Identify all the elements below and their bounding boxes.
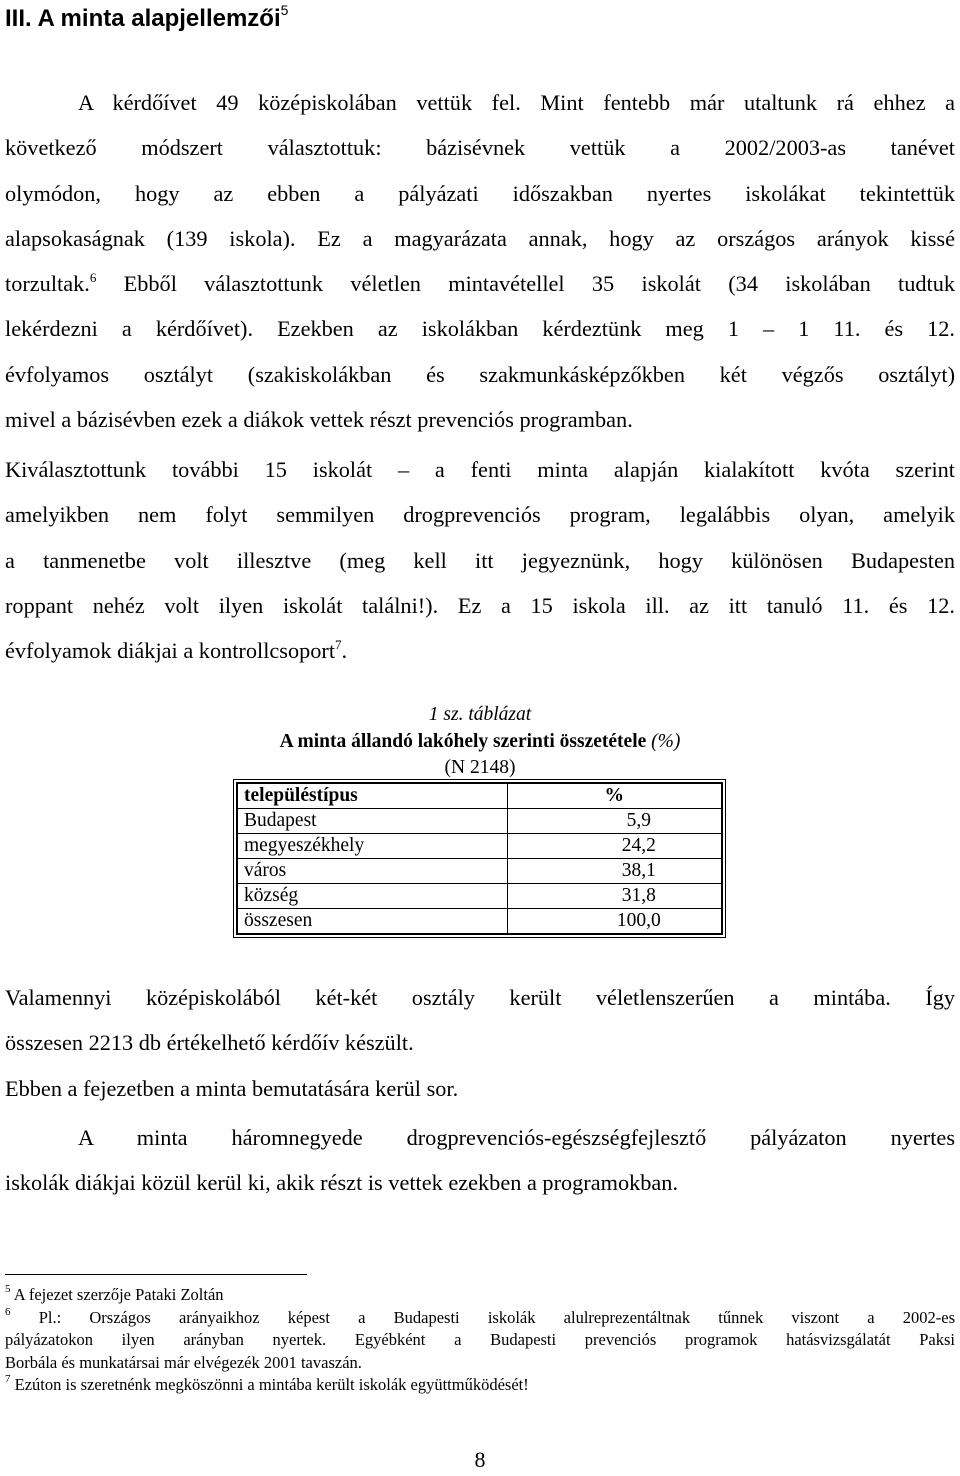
settlement-type-cell: Budapest [237, 809, 507, 834]
paragraph-2-line: a tanmenetbe volt illesztve (meg kell itt jegyeznünk, hogy különösen Budapesten [5, 547, 955, 573]
paragraph-4-line: A minta háromnegyede drogprevenciós-egészségfejlesztő pályázaton nyertes [78, 1125, 955, 1150]
footnote-ref-7[interactable]: 7 [335, 637, 342, 653]
paragraph-1-line: következő módszert választottuk: bázisévnek vettük a 2002/2003-as tanévet [5, 135, 955, 161]
paragraph-2-line: roppant nehéz volt ilyen iskolát találni!). Ez a 15 iskola ill. az itt tanuló 11. és 12. [5, 592, 955, 618]
paragraph-2-line-with-note [5, 628, 955, 673]
paragraph-4-line: iskolák diákjai közül kerül ki, akik részt is vettek ezekben a programokban. [5, 1170, 679, 1196]
footnote-text: A fejezet szerzője Pataki Zoltán [13, 1285, 224, 1304]
table-title: A minta állandó lakóhely szerinti összetétele [279, 731, 647, 752]
settlement-type-cell: összesen [237, 909, 507, 935]
footnote-number: 5 [5, 1283, 11, 1295]
footnote-number: 7 [5, 1373, 11, 1386]
percent-cell: 24,2 [507, 834, 722, 859]
settlement-type-table [236, 782, 723, 935]
percent-cell: 38,1 [507, 859, 722, 884]
table-row-total [237, 909, 722, 935]
paragraph-1-line: A kérdőívet 49 középiskolában vettük fel. Mint fentebb már utaltunk rá ehhez a [78, 90, 955, 115]
table-row [237, 834, 722, 859]
table-row [237, 884, 722, 909]
table-sample-size: (N 2148) [444, 757, 516, 778]
footnote-5 [5, 1284, 955, 1307]
footnote-ref-6[interactable]: 6 [89, 270, 97, 286]
table-header-row [237, 783, 722, 809]
footnotes [5, 1284, 955, 1397]
paragraph-2-line-text: évfolyamok diákjai a kontrollcsoport [5, 638, 336, 664]
paragraph-1-line: évfolyamos osztályt (szakiskolákban és szakmunkásképzőkben két végzős osztályt) [5, 361, 955, 387]
footnote-6-continued: pályázatokon ilyen arányban nyertek. Egyébként a Budapesti prevenciós programok hatásvizsgálatát Paksi [5, 1330, 955, 1350]
footnote-separator [5, 1274, 307, 1275]
footnote-text: Pl.: Országos arányaikhoz képest a Budapesti iskolák alulreprezentáltnak tűnnek viszont a 2002-es [38, 1307, 956, 1327]
footnote-ref-5[interactable]: 5 [280, 2, 289, 18]
paragraph-1-line-rest: Ebből választottunk véletlen mintavétellel 35 iskolát (34 iskolában tudtuk [123, 271, 955, 297]
table-unit: (%) [651, 731, 681, 752]
paragraph-1-line: mivel a bázisévben ezek a diákok vettek részt prevenciós programban. [5, 407, 633, 433]
paragraph-1-line-with-note [5, 261, 955, 306]
paragraph-1-line: olymódon, hogy az ebben a pályázati időszakban nyertes iskolákat tekintettük [5, 180, 955, 206]
paragraph-1-line: lekérdezni a kérdőívet). Ezekben az iskolákban kérdeztünk meg 1 – 1 11. és 12. [5, 316, 955, 342]
table-row [237, 859, 722, 884]
column-header-percent: % [507, 783, 722, 809]
footnote-text: Ezúton is szeretnénk megköszönni a mintába került iskolák együttműködését! [14, 1375, 529, 1395]
paragraph-4 [5, 1115, 955, 1206]
percent-cell: 5,9 [507, 809, 722, 834]
paragraph-3 [5, 975, 955, 1111]
paragraph-1-line: alapsokaságnak (139 iskola). Ez a magyarázata annak, hogy az országos arányok kissé [5, 225, 955, 251]
paragraph-3-line: összesen 2213 db értékelhető kérdőív készült. [5, 1030, 414, 1056]
section-heading [5, 2, 288, 36]
paragraph-3-line: Ebben a fejezetben a minta bemutatására kerül sor. [5, 1075, 459, 1101]
footnote-6-continued: Borbála és munkatársai már elvégezék 2001 tavaszán. [5, 1352, 362, 1372]
table-caption-number [0, 702, 960, 727]
paragraph-3-line: Valamennyi középiskolából két-két osztály került véletlenszerűen a mintába. Így [5, 985, 955, 1010]
settlement-type-cell: község [237, 884, 507, 909]
paragraph-2-line-end: . [341, 638, 348, 664]
section-heading-text: III. A minta alapjellemzői [5, 5, 281, 32]
column-header-settlement-type: településtípus [237, 783, 507, 809]
table-row [237, 809, 722, 834]
paragraph-2-line: amelyikben nem folyt semmilyen drogprevenciós program, legalábbis olyan, amelyik [5, 502, 955, 528]
footnote-7 [5, 1374, 955, 1397]
percent-cell: 100,0 [507, 909, 722, 935]
settlement-type-cell: város [237, 859, 507, 884]
table-number: 1 sz. táblázat [428, 704, 532, 725]
page-number: 8 [474, 1447, 486, 1472]
percent-cell: 31,8 [507, 884, 722, 909]
table-caption-title [0, 729, 960, 754]
paragraph-2-line: Kiválasztottunk további 15 iskolát – a fenti minta alapján kialakított kvóta szerint [5, 457, 955, 482]
footnote-6 [5, 1307, 955, 1330]
paragraph-2 [5, 447, 955, 673]
paragraph-1 [5, 80, 955, 442]
footnote-number: 6 [5, 1305, 11, 1318]
settlement-type-cell: megyeszékhely [237, 834, 507, 859]
paragraph-1-line-start: torzultak. [5, 271, 90, 297]
